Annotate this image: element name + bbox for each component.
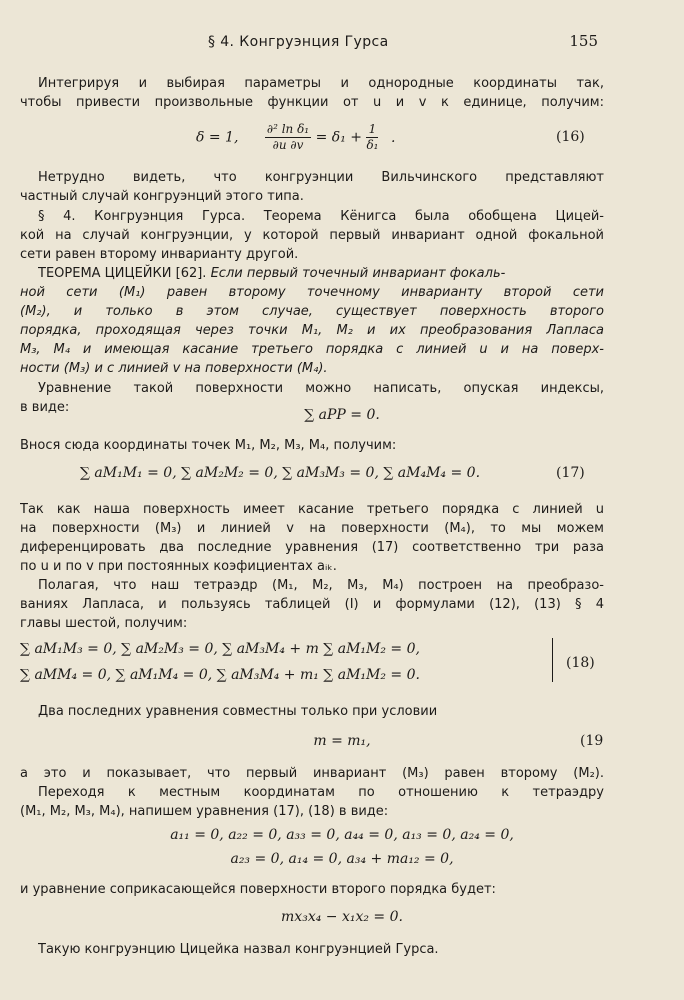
eq16-rhs: = δ₁ + [315,129,362,146]
text-line: чтобы привести произвольные функции от u и v к единице, получим: [20,95,604,110]
equation-osculating-surface: mx₃x₄ − x₁x₂ = 0. [281,909,403,925]
theorem-line: ности (M₃) и с линией v на поверхности (M₄). [20,361,328,376]
equation-16 [196,122,395,153]
equation-number-17: (17) [556,465,585,481]
theorem-line [38,264,604,283]
text-line: Переходя к местным координатам по отношению к тетраэдру [38,785,604,800]
system-brace [548,638,553,682]
theorem-line: M₃, M₄ и имеющая касание третьего порядка с линией u и на поверх- [20,342,604,357]
text-line: ваниях Лапласа, и пользуясь таблицей (I) и формулами (12), (13) § 4 [20,597,604,612]
eq16-small-denominator: δ₁ [366,138,379,152]
equation-number-19: (19 [580,733,604,749]
text-line: Нетрудно видеть, что конгруэнции Вильчинского представляют [38,170,604,185]
theorem-line: ной сети (M₁) равен второму точечному инварианту второй сети [20,285,604,300]
text-line: диференцировать два последние уравнения (17) соответственно три раза [20,540,604,555]
text-line: § 4. Конгруэнция Гурса. Теорема Кёнигса была обобщена Цицей- [38,209,604,224]
text-line: (M₁, M₂, M₃, M₄), напишем уравнения (17), (18) в виде: [20,804,389,819]
text-line: в виде: [20,400,70,415]
equation-17: ∑ aM₁M₁ = 0, ∑ aM₂M₂ = 0, ∑ aM₃M₃ = 0, ∑ aM₄M₄ = 0. [79,465,481,481]
eq16-numerator: ∂² ln δ₁ [266,122,310,136]
text-line: Интегрируя и выбирая параметры и однородные координаты так, [38,76,604,91]
running-title: § 4. Конгруэнция Гурса [208,34,389,50]
text-line: на поверхности (M₃) и линией v на поверхности (M₄), то мы можем [20,521,604,536]
eq16-left: δ = 1, [196,129,239,146]
text-line: сети равен второму инварианту другой. [20,247,299,262]
equation-19: m = m₁, [313,733,371,749]
eq16-small-numerator: 1 [366,122,378,138]
eq16-small-fraction [366,122,378,153]
text-line: главы шестой, получим: [20,616,188,631]
theorem-line: порядка, проходящая через точки M₁, M₂ и их преобразования Лапласа [20,323,604,338]
equation-number-18: (18) [566,655,595,671]
equation-surface: ∑ aPP = 0. [304,407,380,423]
equation-18-row-1: ∑ aM₁M₃ = 0, ∑ aM₂M₃ = 0, ∑ aM₃M₄ + m ∑ aM₁M₂ = 0, [20,641,420,657]
running-header [0,32,684,54]
theorem-text: Если первый точечный инвариант фокаль- [210,266,506,281]
text-line: частный случай конгруэнций этого типа. [20,189,304,204]
text-line: Два последних уравнения совместны только при условии [38,704,438,719]
equation-coefficients-row-1: a₁₁ = 0, a₂₂ = 0, a₃₃ = 0, a₄₄ = 0, a₁₃ = 0, a₂₄ = 0, [170,827,514,843]
text-line: Такую конгруэнцию Цицейка назвал конгруэнцией Гурса. [38,942,439,957]
text-line: по u и по v при постоянных коэфициентах aᵢₖ. [20,559,337,574]
text-line: а это и показывает, что первый инвариант (M₃) равен второму (M₂). [20,766,604,781]
text-line: Так как наша поверхность имеет касание третьего порядка с линией u [20,502,604,517]
equation-number-16: (16) [556,129,585,145]
eq16-denominator: ∂u ∂v [272,138,304,152]
text-line: Уравнение такой поверхности можно написать, опуская индексы, [38,381,604,396]
text-line: кой на случай конгруэнции, у которой первый инвариант одной фокальной [20,228,604,243]
eq16-fraction [265,122,311,153]
equation-18-row-2: ∑ aMM₄ = 0, ∑ aM₁M₄ = 0, ∑ aM₃M₄ + m₁ ∑ aM₁M₂ = 0. [20,667,420,683]
page-number: 155 [569,32,598,50]
equation-coefficients-row-2: a₂₃ = 0, a₁₄ = 0, a₃₄ + ma₁₂ = 0, [230,851,454,867]
eq16-tail: . [390,129,396,146]
text-line: Внося сюда координаты точек M₁, M₂, M₃, M₄, получим: [20,438,397,453]
text-line: Полагая, что наш тетраэдр (M₁, M₂, M₃, M₄) построен на преобразо- [38,578,604,593]
theorem-heading: ТЕОРЕМА ЦИЦЕЙКИ [62]. [38,266,207,281]
text-line: и уравнение соприкасающейся поверхности второго порядка будет: [20,882,496,897]
theorem-line: (M₂), и только в этом случае, существует поверхность второго [20,304,604,319]
